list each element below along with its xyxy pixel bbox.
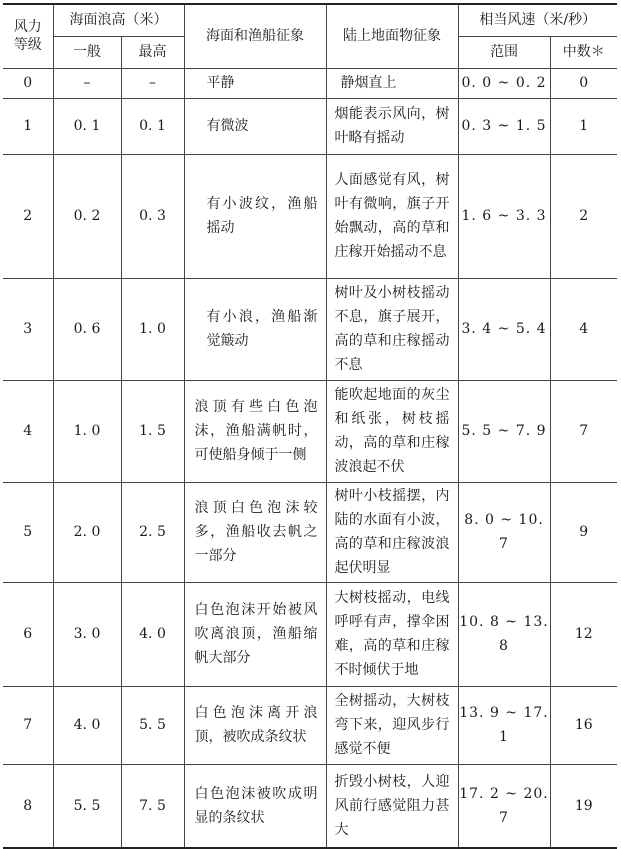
cell-sea-sign: 浪顶白色泡沫较多，渔船收去帆之一部分 <box>184 482 326 582</box>
header-wave-height: 海面浪高（米） <box>53 4 184 36</box>
cell-wave-general: 4. 0 <box>53 686 121 764</box>
cell-wave-general: – <box>53 68 121 98</box>
cell-sea-sign: 白色泡沫离开浪顶，被吹成条纹状 <box>184 686 326 764</box>
cell-land-sign: 静烟直上 <box>326 68 458 98</box>
cell-speed-mid: 12 <box>550 582 617 686</box>
table-row <box>3 686 617 764</box>
cell-wave-max: 4. 0 <box>121 582 184 686</box>
cell-speed-mid: 1 <box>550 98 617 154</box>
cell-speed-range: 3. 4 ~ 5. 4 <box>458 278 550 380</box>
header-speed-mid: 中数＊ <box>550 36 617 68</box>
cell-level: 7 <box>3 686 53 764</box>
header-sea-sign: 海面和渔船征象 <box>184 4 326 68</box>
cell-sea-sign: 白色泡沫被吹成明显的条纹状 <box>184 764 326 848</box>
cell-wave-max: 5. 5 <box>121 686 184 764</box>
table-row <box>3 764 617 848</box>
cell-speed-mid: 9 <box>550 482 617 582</box>
header-wind-speed: 相当风速（米/秒） <box>458 4 617 36</box>
cell-wave-general: 2. 0 <box>53 482 121 582</box>
cell-wave-max: 0. 3 <box>121 154 184 278</box>
cell-level: 4 <box>3 380 53 482</box>
cell-sea-sign: 有小波纹，渔船摇动 <box>184 154 326 278</box>
cell-speed-range: 8. 0 ~ 10. 7 <box>458 482 550 582</box>
cell-land-sign: 树叶及小树枝摇动不息，旗子展开，高的草和庄稼摇动不息 <box>326 278 458 380</box>
cell-speed-range: 17. 2 ~ 20. 7 <box>458 764 550 848</box>
table-row <box>3 68 617 98</box>
cell-wave-max: 1. 0 <box>121 278 184 380</box>
table-row <box>3 154 617 278</box>
cell-level: 8 <box>3 764 53 848</box>
cell-sea-sign: 白色泡沫开始被风吹离浪顶，渔船缩帆大部分 <box>184 582 326 686</box>
cell-wave-general: 0. 1 <box>53 98 121 154</box>
cell-speed-range: 13. 9 ~ 17. 1 <box>458 686 550 764</box>
cell-speed-mid: 4 <box>550 278 617 380</box>
cell-sea-sign: 平静 <box>184 68 326 98</box>
table-row <box>3 380 617 482</box>
cell-level: 0 <box>3 68 53 98</box>
table-row <box>3 98 617 154</box>
beaufort-wind-scale-table <box>3 3 617 849</box>
table-row <box>3 482 617 582</box>
cell-wave-max: 0. 1 <box>121 98 184 154</box>
cell-sea-sign: 有微波 <box>184 98 326 154</box>
cell-land-sign: 树叶小枝摇摆，内陆的水面有小波，高的草和庄稼波浪起伏明显 <box>326 482 458 582</box>
cell-land-sign: 人面感觉有风，树叶有微响，旗子开始飘动，高的草和庄稼开始摇动不息 <box>326 154 458 278</box>
cell-wave-general: 3. 0 <box>53 582 121 686</box>
header-wave-max: 最高 <box>121 36 184 68</box>
cell-level: 3 <box>3 278 53 380</box>
cell-speed-range: 10. 8 ~ 13. 8 <box>458 582 550 686</box>
cell-land-sign: 大树枝摇动，电线呼呼有声，撑伞困难，高的草和庄稼不时倾伏于地 <box>326 582 458 686</box>
cell-wave-general: 0. 6 <box>53 278 121 380</box>
header-wave-general: 一般 <box>53 36 121 68</box>
cell-speed-range: 1. 6 ~ 3. 3 <box>458 154 550 278</box>
cell-land-sign: 全树摇动，大树枝弯下来，迎风步行感觉不便 <box>326 686 458 764</box>
cell-level: 1 <box>3 98 53 154</box>
cell-land-sign: 能吹起地面的灰尘和纸张，树枝摇动，高的草和庄稼波浪起不伏 <box>326 380 458 482</box>
cell-speed-mid: 2 <box>550 154 617 278</box>
header-level: 风力等级 <box>3 4 53 68</box>
cell-level: 6 <box>3 582 53 686</box>
cell-level: 2 <box>3 154 53 278</box>
cell-speed-mid: 7 <box>550 380 617 482</box>
cell-wave-max: 2. 5 <box>121 482 184 582</box>
cell-sea-sign: 浪顶有些白色泡沫，渔船满帆时，可使船身倾于一侧 <box>184 380 326 482</box>
table-row <box>3 278 617 380</box>
cell-speed-range: 0. 3 ~ 1. 5 <box>458 98 550 154</box>
cell-level: 5 <box>3 482 53 582</box>
cell-speed-mid: 19 <box>550 764 617 848</box>
cell-speed-range: 5. 5 ~ 7. 9 <box>458 380 550 482</box>
cell-wave-general: 0. 2 <box>53 154 121 278</box>
header-speed-range: 范围 <box>458 36 550 68</box>
cell-wave-max: – <box>121 68 184 98</box>
cell-wave-general: 5. 5 <box>53 764 121 848</box>
cell-land-sign: 烟能表示风向，树叶略有摇动 <box>326 98 458 154</box>
header-land-sign: 陆上地面物征象 <box>326 4 458 68</box>
table-row <box>3 582 617 686</box>
cell-sea-sign: 有小浪，渔船渐觉簸动 <box>184 278 326 380</box>
cell-wave-max: 7. 5 <box>121 764 184 848</box>
cell-speed-mid: 0 <box>550 68 617 98</box>
cell-wave-max: 1. 5 <box>121 380 184 482</box>
cell-speed-mid: 16 <box>550 686 617 764</box>
cell-speed-range: 0. 0 ~ 0. 2 <box>458 68 550 98</box>
cell-land-sign: 折毁小树枝，人迎风前行感觉阻力甚大 <box>326 764 458 848</box>
cell-wave-general: 1. 0 <box>53 380 121 482</box>
